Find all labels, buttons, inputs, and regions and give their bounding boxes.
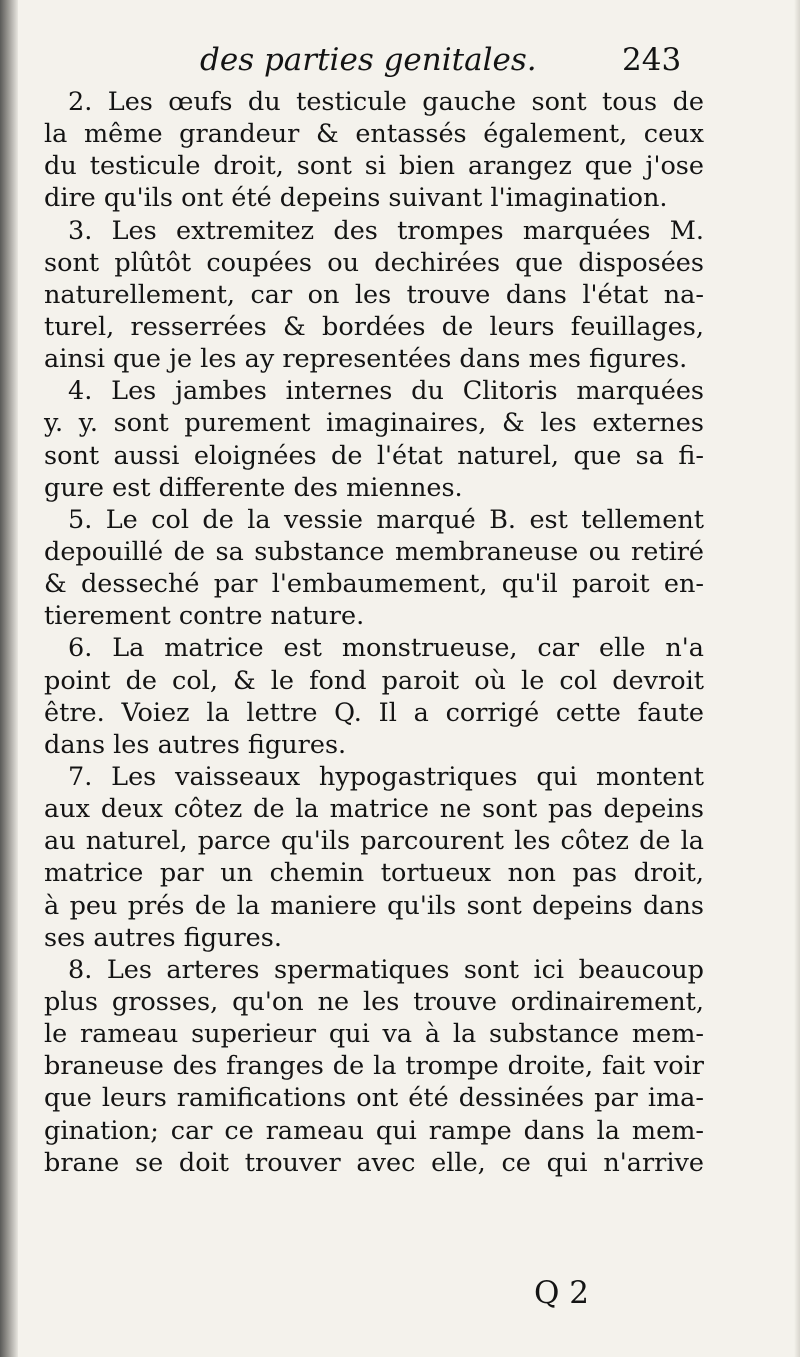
paragraph-2 xyxy=(44,86,704,215)
text-line: dire qu'ils ont été depeins suivant l'imagination. xyxy=(44,183,668,214)
text-line: depouillé de sa substance membraneuse ou retiré xyxy=(44,536,704,567)
text-line: le rameau superieur qui va à la substance mem- xyxy=(44,1019,704,1050)
text-line: au naturel, parce qu'ils parcourent les côtez de la xyxy=(44,826,704,857)
running-title: des parties genitales. xyxy=(200,42,537,78)
page-edge xyxy=(794,0,800,1357)
text-line: y. y. sont purement imaginaires, & les externes xyxy=(44,408,704,439)
text-line: sont aussi eloignées de l'état naturel, que sa fi- xyxy=(44,440,704,471)
text-line: gure est differente des miennes. xyxy=(44,472,463,503)
text-line: ses autres figures. xyxy=(44,922,282,953)
text-line: 8. Les arteres spermatiques sont ici beaucoup xyxy=(68,954,704,985)
text-line: naturellement, car on les trouve dans l'état na- xyxy=(44,279,704,310)
running-head xyxy=(0,34,800,84)
text-line: gination; car ce rameau qui rampe dans la mem- xyxy=(44,1115,704,1146)
text-line: 2. Les œufs du testicule gauche sont tous de xyxy=(68,87,704,117)
text-line: ainsi que je les ay representées dans mes figures. xyxy=(44,344,688,375)
text-line: 7. Les vaisseaux hypogastriques qui montent xyxy=(68,761,704,792)
text-line: 3. Les extremitez des trompes marquées M. xyxy=(68,215,704,246)
paragraph-3 xyxy=(44,215,704,376)
paragraph-8 xyxy=(44,954,704,1179)
page-number: 243 xyxy=(622,42,682,78)
paragraph-6 xyxy=(44,632,704,761)
text-line: turel, resserrées & bordées de leurs feuillages, xyxy=(44,311,704,342)
text-line: tierement contre nature. xyxy=(44,601,365,632)
text-line: brane se doit trouver avec elle, ce qui n'arrive xyxy=(44,1147,704,1178)
text-line: dans les autres figures. xyxy=(44,729,347,760)
text-line: 5. Le col de la vessie marqué B. est tellement xyxy=(68,504,704,535)
text-line: plus grosses, qu'on ne les trouve ordinairement, xyxy=(44,986,704,1017)
text-line: 6. La matrice est monstrueuse, car elle n'a xyxy=(68,633,704,664)
signature-mark: Q 2 xyxy=(534,1275,589,1311)
text-line: être. Voiez la lettre Q. Il a corrigé cette faute xyxy=(44,697,704,728)
paragraph-5 xyxy=(44,504,704,633)
paragraph-7 xyxy=(44,761,704,954)
text-line: point de col, & le fond paroit où le col devroit xyxy=(44,665,704,696)
text-line: la même grandeur & entassés également, ceux xyxy=(44,119,704,150)
binding-gutter xyxy=(0,0,18,1357)
text-line: & desseché par l'embaumement, qu'il paroit en- xyxy=(44,569,704,600)
text-line: aux deux côtez de la matrice ne sont pas depeins xyxy=(44,794,704,825)
paragraph-4 xyxy=(44,375,704,504)
text-line: que leurs ramifications ont été dessinées par ima- xyxy=(44,1083,704,1114)
text-line: matrice par un chemin tortueux non pas droit, xyxy=(44,858,704,889)
body-text xyxy=(44,86,704,1179)
text-line: du testicule droit, sont si bien arangez que j'ose xyxy=(44,151,704,182)
text-line: à peu prés de la maniere qu'ils sont depeins dans xyxy=(44,890,704,921)
text-line: braneuse des franges de la trompe droite, fait voir xyxy=(44,1051,704,1082)
text-line: sont plûtôt coupées ou dechirées que disposées xyxy=(44,247,704,278)
text-line: 4. Les jambes internes du Clitoris marquées xyxy=(68,376,704,407)
